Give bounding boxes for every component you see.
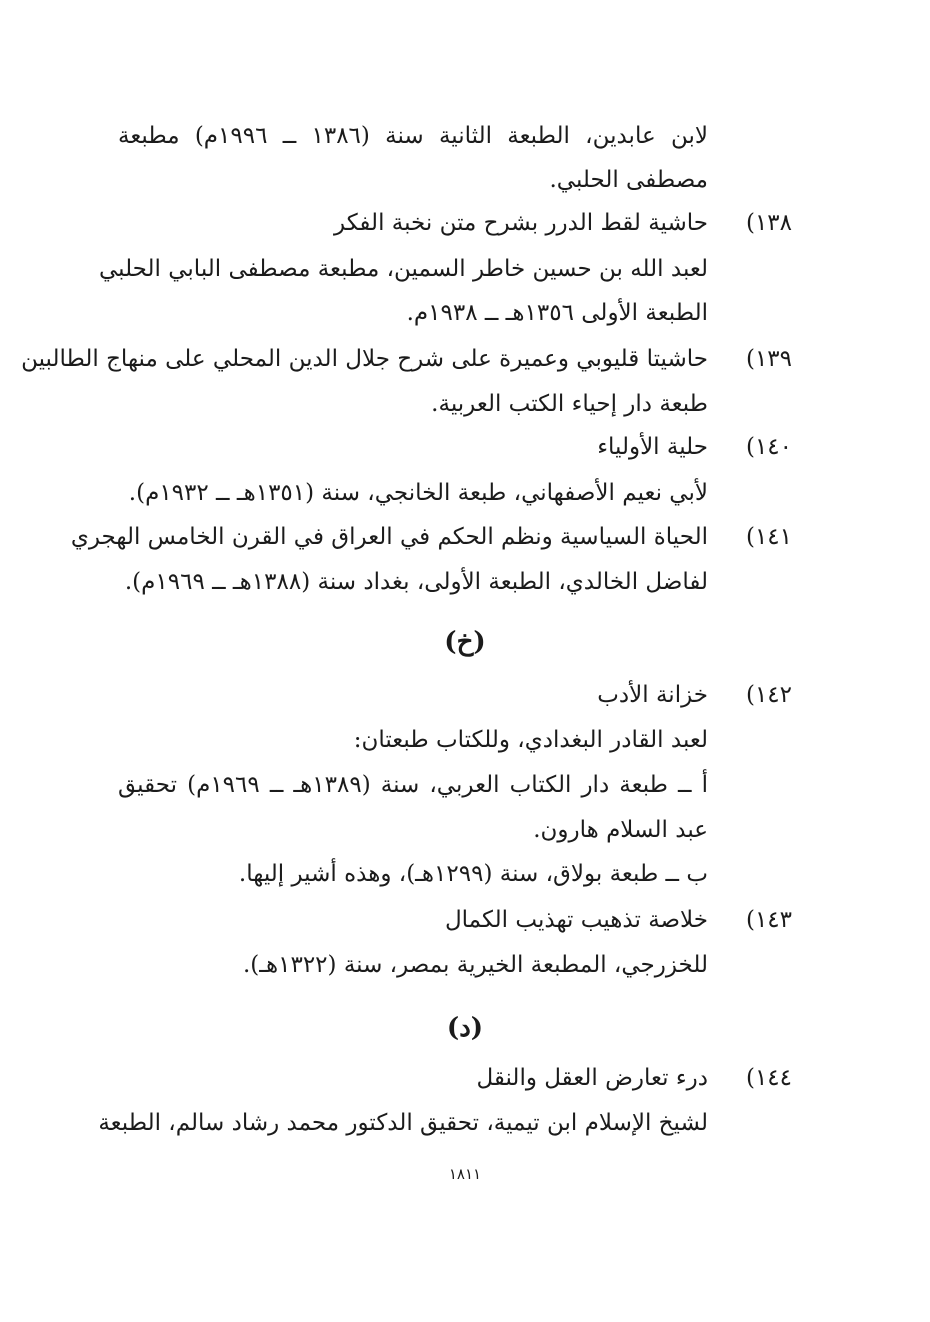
page-number: ١٨١١ xyxy=(448,1165,482,1183)
text-line: الطبعة الأولى ١٣٥٦هـ ــ ١٩٣٨م. xyxy=(406,300,708,326)
text-line: لابن عابدين، الطبعة الثانية سنة (١٣٨٦ ــ ١٩٩٦م) مطبعة xyxy=(118,123,708,149)
entry-title: درء تعارض العقل والنقل xyxy=(476,1065,708,1091)
entry-number: ١٤١) xyxy=(745,524,792,550)
section-heading-dal: (د) xyxy=(446,1013,484,1043)
entry-number: ١٣٨) xyxy=(745,210,792,236)
text-line: مصطفى الحلبي. xyxy=(549,167,708,193)
entry-title: خلاصة تذهيب تهذيب الكمال xyxy=(444,907,708,933)
text-line: للخزرجي، المطبعة الخيرية بمصر، سنة (١٣٢٢هـ). xyxy=(242,952,708,978)
entry-title: خزانة الأدب xyxy=(597,682,708,708)
entry-title: حاشيتا قليوبي وعميرة على شرح جلال الدين المحلي على منهاج الطالبين xyxy=(21,346,708,372)
entry-title: حاشية لقط الدرر بشرح متن نخبة الفكر xyxy=(334,210,708,236)
text-line: لعبد القادر البغدادي، وللكتاب طبعتان: xyxy=(353,727,708,753)
section-heading-kha: (خ) xyxy=(444,627,486,657)
text-line: ب ــ طبعة بولاق، سنة (١٢٩٩هـ)، وهذه أشير إليها. xyxy=(238,861,708,887)
text-line: لشيخ الإسلام ابن تيمية، تحقيق الدكتور محمد رشاد سالم، الطبعة xyxy=(98,1110,708,1136)
entry-title: الحياة السياسية ونظم الحكم في العراق في القرن الخامس الهجري xyxy=(70,524,708,550)
text-line: طبعة دار إحياء الكتب العربية. xyxy=(431,391,708,417)
entry-title: حلية الأولياء xyxy=(597,434,708,460)
entry-number: ١٤٢) xyxy=(745,682,792,708)
text-line: أ ــ طبعة دار الكتاب العربي، سنة (١٣٨٩هـ ــ ١٩٦٩م) تحقيق xyxy=(118,772,708,798)
text-line: لفاضل الخالدي، الطبعة الأولى، بغداد سنة (١٣٨٨هـ ــ ١٩٦٩م). xyxy=(124,569,708,595)
entry-number: ١٤٣) xyxy=(745,907,792,933)
text-line: عبد السلام هارون. xyxy=(533,817,708,843)
text-line: لأبي نعيم الأصفهاني، طبعة الخانجي، سنة (١٣٥١هـ ــ ١٩٣٢م). xyxy=(128,480,708,506)
text-line: لعبد الله بن حسين خاطر السمين، مطبعة مصطفى البابي الحلبي xyxy=(98,256,708,282)
entry-number: ١٣٩) xyxy=(745,346,792,372)
entry-number: ١٤٤) xyxy=(745,1065,792,1091)
entry-number: ١٤٠) xyxy=(745,434,792,460)
